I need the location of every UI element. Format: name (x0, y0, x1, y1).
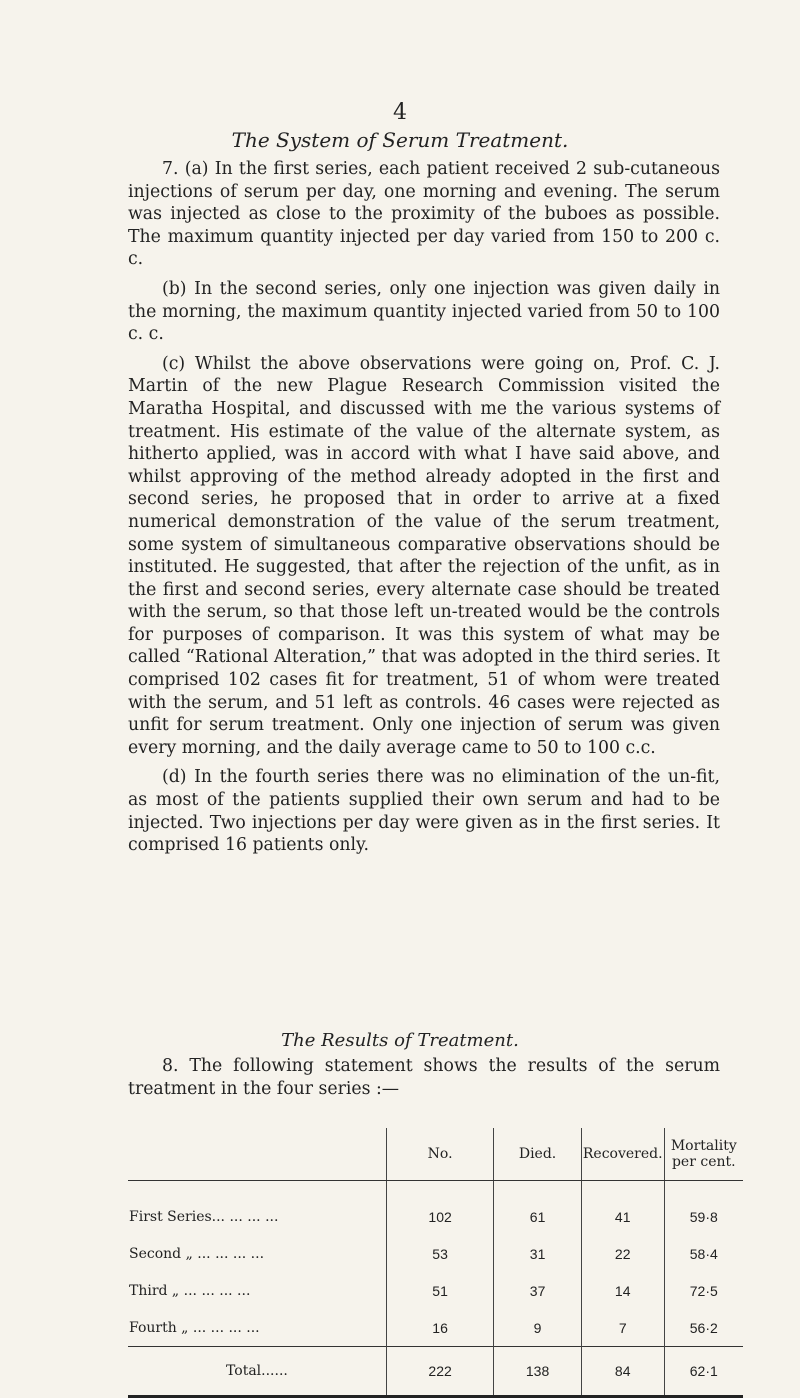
header-no: No. (386, 1128, 493, 1181)
cell-mortality: 58·4 (664, 1235, 743, 1272)
cell-recovered: 22 (581, 1235, 664, 1272)
paragraph-7b (128, 278, 720, 346)
cell-mortality: 59·8 (664, 1181, 743, 1236)
paragraph-text: In the first series, each patient received 2 sub-cutaneous injections of serum per day, one morning and evening. The serum was injected as close to the proximity of the buboes as possible. The maximum quantity injected per day varied from 150 to 200 c. c. (128, 159, 720, 270)
cell-recovered: 14 (581, 1272, 664, 1309)
cell-no: 16 (386, 1309, 493, 1347)
page-number: 4 (393, 100, 407, 125)
table-row (128, 1309, 743, 1347)
total-no: 222 (386, 1347, 493, 1397)
cell-died: 9 (494, 1309, 582, 1347)
paragraph-8: 8. The following statement shows the results of the serum treatment in the four series :— (128, 1056, 720, 1099)
cell-no: 51 (386, 1272, 493, 1309)
paragraph-7a (128, 158, 720, 271)
total-mortality: 62·1 (664, 1347, 743, 1397)
paragraph-label: 7. (a) (162, 159, 209, 179)
table-row (128, 1272, 743, 1309)
paragraph-label: (d) (162, 767, 187, 788)
cell-recovered: 41 (581, 1181, 664, 1236)
paragraph-text: In the second series, only one injection was given daily in the morning, the maximum quantity injected varied from 50 to 100 c. c. (128, 278, 720, 345)
total-label: Total...... (128, 1347, 386, 1397)
header-blank (128, 1128, 386, 1181)
row-label: Third „ ... ... ... ... (129, 1282, 251, 1299)
table-total-row (128, 1347, 743, 1397)
table-row (128, 1181, 743, 1236)
results-subheading: The Results of Treatment. (281, 1030, 519, 1051)
header-died: Died. (494, 1128, 582, 1181)
cell-mortality: 56·2 (664, 1309, 743, 1347)
row-label: Fourth „ ... ... ... ... (129, 1319, 260, 1336)
table-row (128, 1235, 743, 1272)
section-heading: The System of Serum Treatment. (231, 128, 569, 152)
table-header-row (128, 1128, 743, 1181)
total-recovered: 84 (581, 1347, 664, 1397)
row-label: Second „ ... ... ... ... (129, 1245, 265, 1262)
paragraph-7c (128, 353, 720, 760)
row-label: First Series... ... ... ... (129, 1208, 279, 1225)
cell-recovered: 7 (581, 1309, 664, 1347)
cell-died: 31 (494, 1235, 582, 1272)
paragraph-text: In the fourth series there was no elimination of the un-fit, as most of the patients supplied their own serum and had to be injected. Two injections per day were given as in the first series. It comprised 16 patients only. (128, 767, 720, 856)
cell-mortality: 72·5 (664, 1272, 743, 1309)
header-recovered: Recovered. (581, 1128, 664, 1181)
paragraph-label: (c) (162, 353, 186, 374)
paragraph-text: Whilst the above observations were going on, Prof. C. J. Martin of the new Plague Research Commission visited the Maratha Hospital, and discussed with me the various systems of treatment. His estimate of the value of the alternate system, as hitherto applied, was in accord with what I have said above, and whilst approving of the method already adopted in the first and second series, he proposed that in order to arrive at a fixed numerical demonstration of the value of the serum treatment, some system of simultaneous comparative observations should be instituted. He suggested, that after the rejection of the unfit, as in the first and second series, every alternate case should be treated with the serum, so that those left un-treated would be the controls for purposes of comparison. It was this system of what may be called “Rational Alteration,” that was adopted in the third series. It comprised 102 cases fit for treatment, 51 of whom were treated with the serum, and 51 left as controls. 46 cases were rejected as unfit for serum treatment. Only one injection of serum was given every morning, and the daily average came to 50 to 100 c.c. (128, 353, 720, 758)
cell-died: 37 (494, 1272, 582, 1309)
paragraph-7d (128, 766, 720, 856)
cell-no: 53 (386, 1235, 493, 1272)
paragraph-label: (b) (162, 278, 187, 299)
total-died: 138 (494, 1347, 582, 1397)
header-mortality: Mortality per cent. (664, 1128, 743, 1181)
cell-no: 102 (386, 1181, 493, 1236)
results-table (128, 1128, 743, 1398)
cell-died: 61 (494, 1181, 582, 1236)
body-text (128, 158, 720, 864)
